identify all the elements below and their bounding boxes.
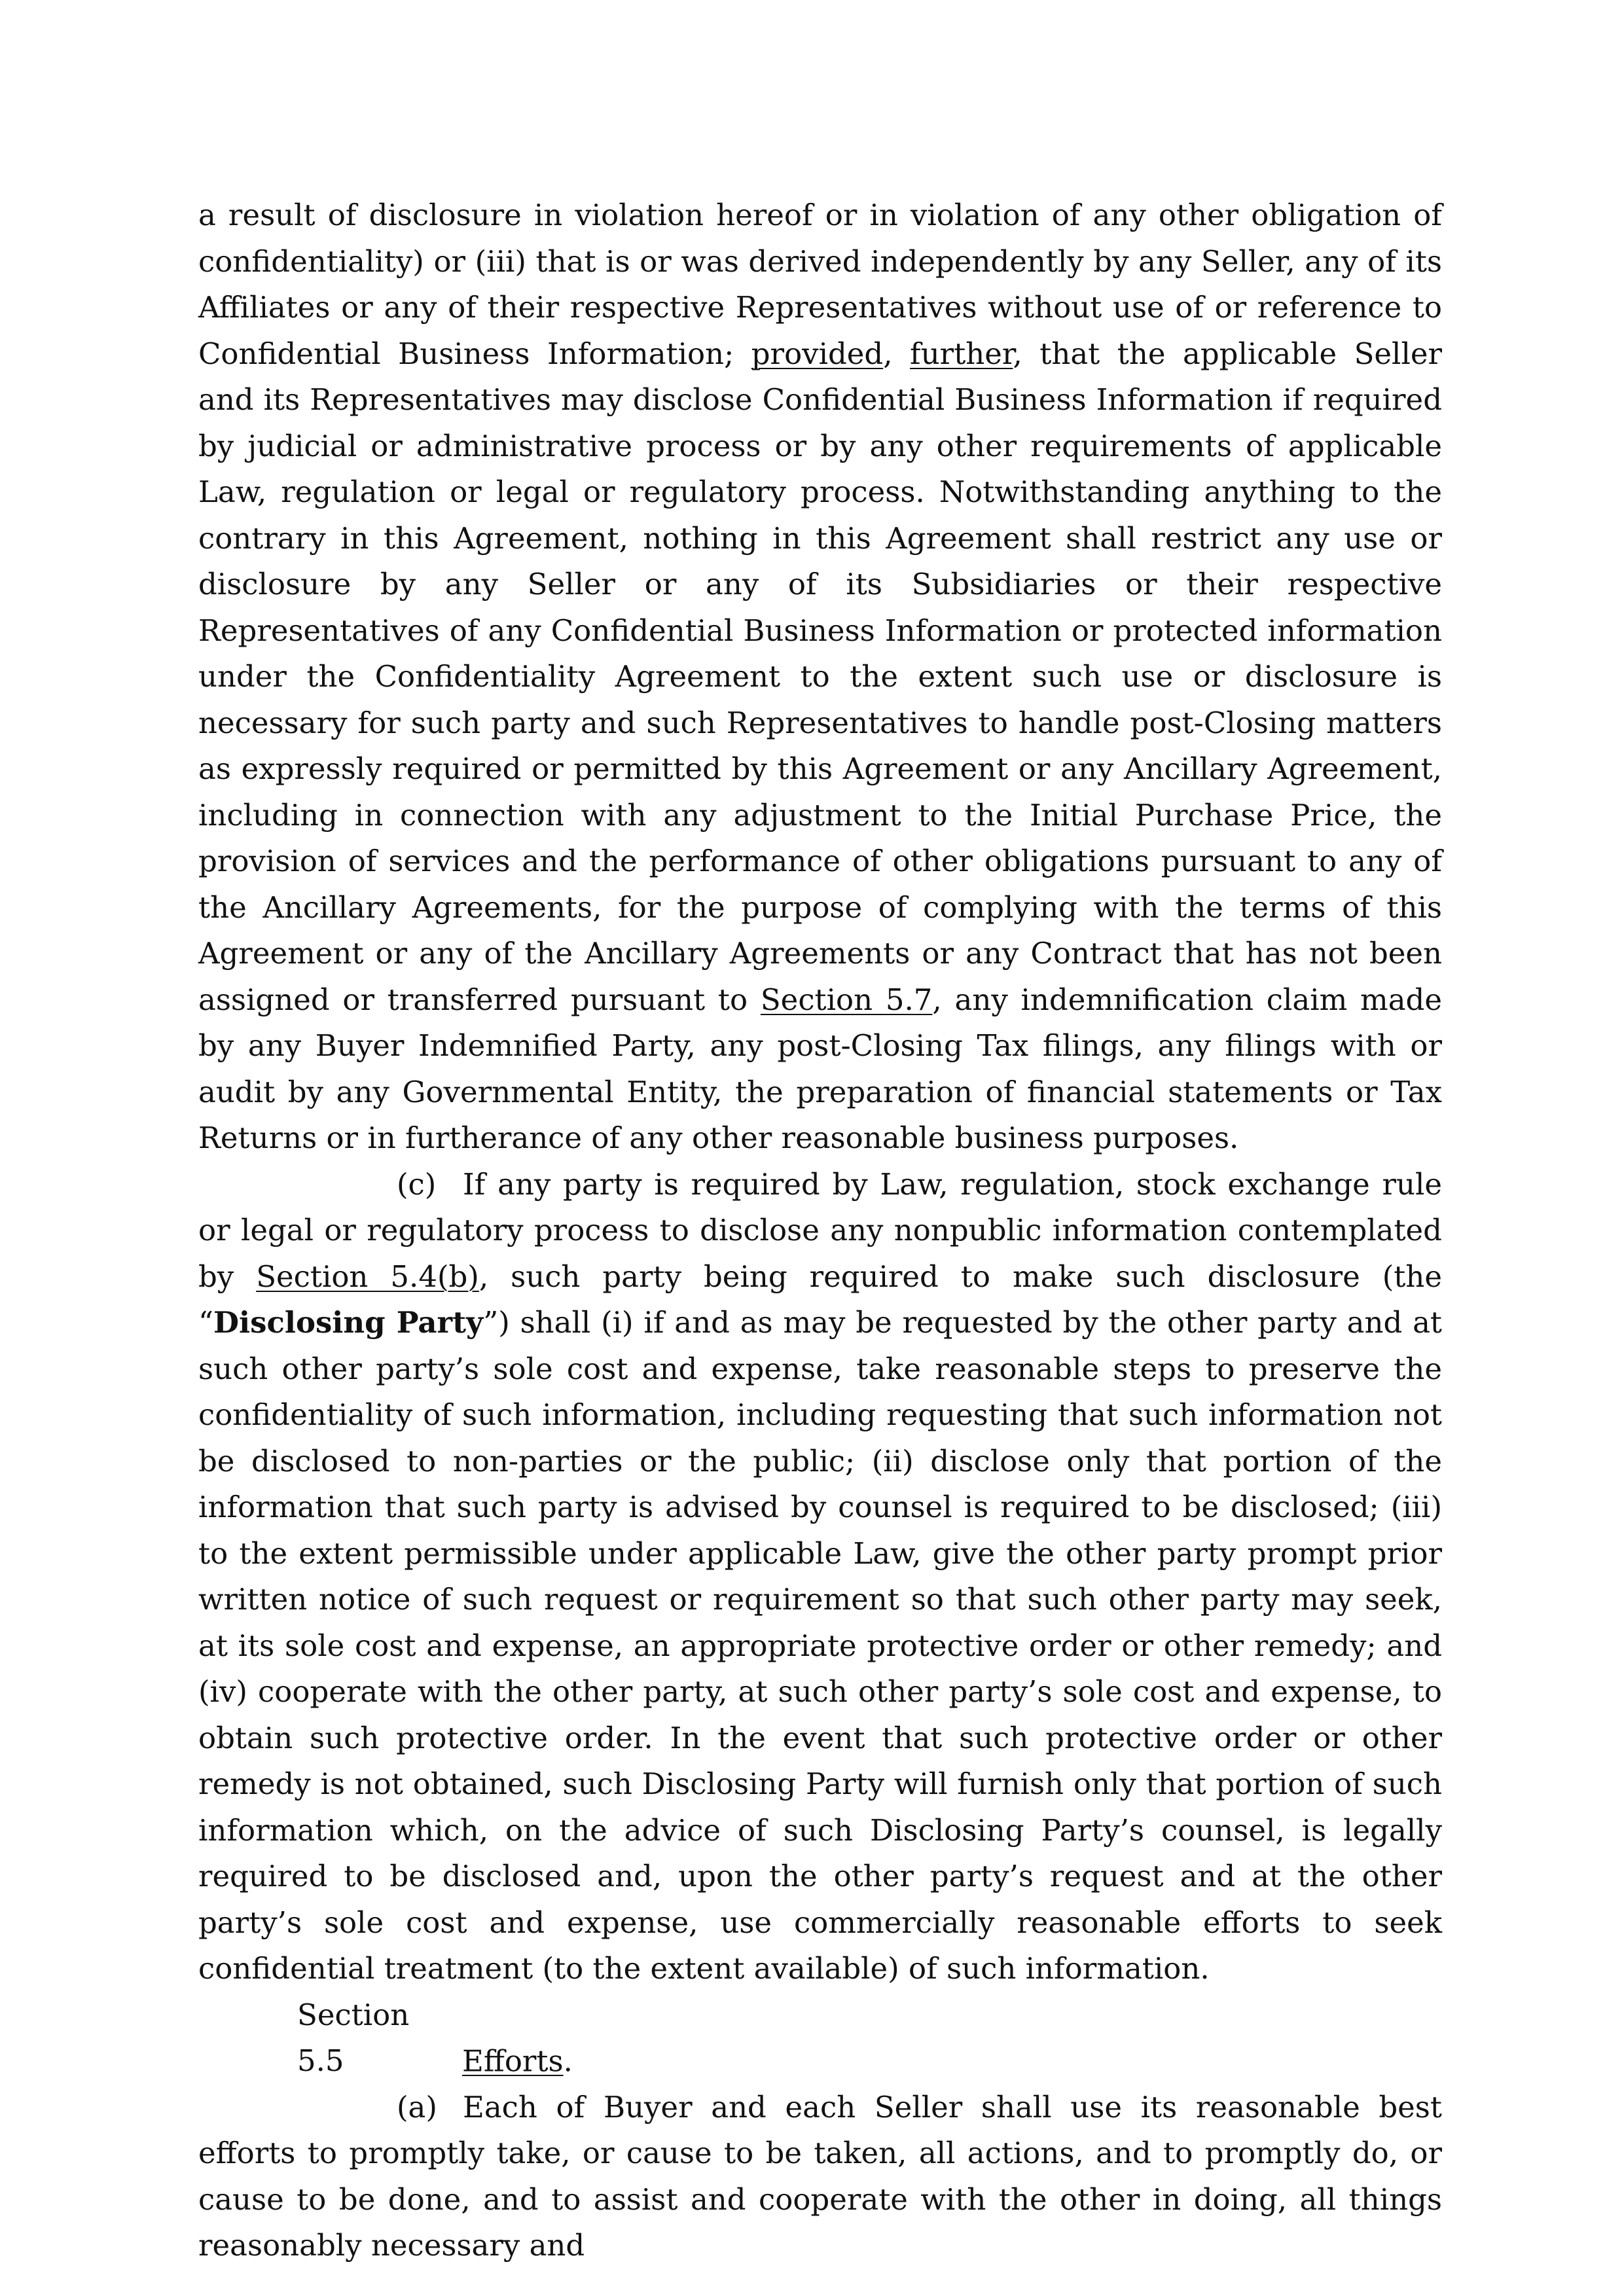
- text-run: ,: [883, 336, 911, 371]
- text-run: If any party is required by Law, regulation, stock exchange rule or legal or regulatory process to disclose any nonpublic information contemplated by: [198, 1166, 1442, 1294]
- further-term: further: [910, 336, 1013, 371]
- section-number: Section 5.5: [297, 1997, 410, 2078]
- paragraph-c: [198, 1162, 1442, 1992]
- text-run: , that the applicable Seller and its Representatives may disclose Confidential Business Information if required by judicial or administrative process or by any other requirements of applicable Law, regulation or legal or regulatory process. Notwithstanding anything to the contrary in this Agreement, nothing in this Agreement shall restrict any use or disclosure by any Seller or any of its Subsidiaries or their respective Representatives of any Confidential Business Information or protected information under the Confidentiality Agreement to the extent such use or disclosure is necessary for such party and such Representatives to handle post-Closing matters as expressly required or permitted by this Agreement or any Ancillary Agreement, including in connection with any adjustment to the Initial Purchase Price, the provision of services and the performance of other obligations pursuant to any of the Ancillary Agreements, for the purpose of complying with the terms of this Agreement or any of the Ancillary Agreements or any Contract that has not been assigned or transferred pursuant to: [198, 336, 1442, 1017]
- section-heading: [198, 1992, 1442, 2085]
- text-run: , such party being required to make such disclosure (the “: [198, 1259, 1442, 1340]
- paragraph-continuation: [198, 192, 1442, 1162]
- section-title-suffix: .: [563, 2043, 573, 2078]
- text-run: ”) shall (i) if and as may be requested by the other party and at such other party’s sole cost and expense, take reasonable steps to preserve the confidentiality of such information, including requesting that such information not be disclosed to non-parties or the public; (ii) disclose only that portion of the information that such party is advised by counsel is required to be disclosed; (iii) to the extent permissible under applicable Law, give the other party prompt prior written notice of such request or requirement so that such other party may seek, at its sole cost and expense, an appropriate protective order or other remedy; and (iv) cooperate with the other party, at such other party’s sole cost and expense, to obtain such protective order. In the event that such protective order or other remedy is not obtained, such Disclosing Party will furnish only that portion of such information which, on the advice of such Disclosing Party’s counsel, is legally required to be disclosed and, upon the other party’s request and at the other party’s sole cost and expense, use commercially reasonable efforts to seek confidential treatment (to the extent available) of such information.: [198, 1305, 1442, 1986]
- text-run: a result of disclosure in violation hereof or in violation of any other obligation of confidentiality) or (iii) that is or was derived independently by any Seller, any of its Affiliates or any of their respective Representatives without use of or reference to Confidential Business Information;: [198, 198, 1442, 371]
- section-title: Efforts: [462, 2043, 564, 2078]
- paragraph-label: (a): [397, 2089, 437, 2125]
- defined-term-disclosing-party: Disclosing Party: [213, 1305, 484, 1340]
- section-5-7-reference: Section 5.7: [760, 982, 933, 1017]
- text-run: , any indemnification claim made by any Buyer Indemnified Party, any post-Closing Tax filings, any filings with or audit by any Governmental Entity, the preparation of financial statements or Tax Returns or in furtherance of any other reasonable business purposes.: [198, 982, 1442, 1155]
- paragraph-label: (c): [397, 1166, 437, 1202]
- section-5-4-b-reference: Section 5.4(b): [256, 1259, 479, 1294]
- document-body: [198, 192, 1442, 2269]
- text-run: Each of Buyer and each Seller shall use its reasonable best efforts to promptly take, or cause to be taken, all actions, and to promptly do, or cause to be done, and to assist and cooperate with the other in doing, all things reasonably necessary and: [198, 2089, 1442, 2263]
- paragraph-a: [198, 2085, 1442, 2269]
- provided-term: provided: [751, 336, 884, 371]
